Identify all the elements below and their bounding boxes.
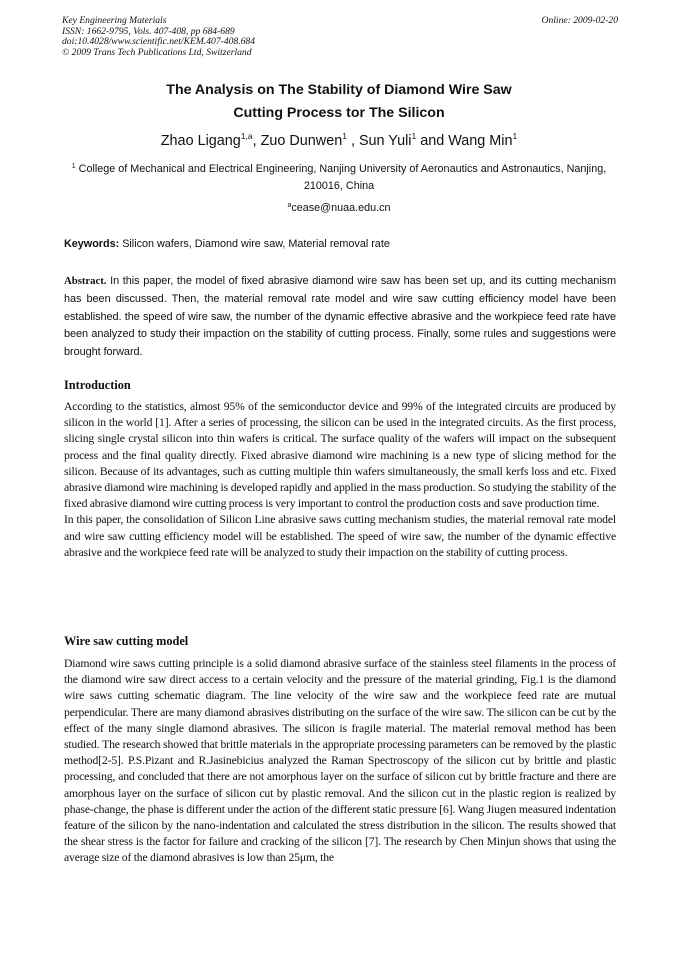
keywords [64, 236, 616, 252]
wire-saw-heading: Wire saw cutting model [64, 634, 189, 648]
author-separator: , [252, 133, 261, 149]
keywords-label: Keywords: [64, 238, 120, 250]
doi-line: doi:10.4028/www.scientific.net/KEM.407-408.684 [62, 36, 256, 48]
author-name: Zuo Dunwen [260, 133, 343, 149]
author-email [62, 200, 616, 216]
email-superscript: a [287, 202, 292, 209]
paper-title [62, 79, 616, 124]
affiliation-superscript: 1 [71, 163, 76, 170]
author-separator: and [416, 133, 449, 149]
journal-header [62, 16, 618, 58]
author-superscript: 1 [512, 131, 518, 141]
introduction-body [64, 399, 616, 561]
affiliation-text: College of Mechanical and Electrical Engineering, Nanjing University of Aeronautics and Astronautics, Nanjing, 210016, China [78, 163, 607, 192]
author-name: Wang Min [448, 133, 513, 149]
paragraph: In this paper, the consolidation of Silicon Line abrasive saws cutting mechanism studies, the material removal rate model and wire saw cutting efficiency model will be established. The speed of wire saw, the number of the dynamic effective abrasive and the workpiece feed rate will be analyzed to study their impaction on the stability of cutting process. [64, 513, 616, 559]
author-superscript: 1,a [240, 131, 253, 141]
issn-line: ISSN: 1662-9795, Vols. 407-408, pp 684-689 [62, 25, 235, 37]
title-line-2: Cutting Process tor The Silicon [233, 104, 445, 121]
abstract-label: Abstract. [64, 275, 107, 287]
affiliation [62, 161, 616, 195]
abstract [64, 273, 616, 362]
wire-saw-body [64, 656, 616, 867]
title-line-1: The Analysis on The Stability of Diamond Wire Saw [166, 82, 512, 98]
copyright-line: © 2009 Trans Tech Publications Ltd, Switzerland [62, 46, 252, 58]
abstract-text: In this paper, the model of fixed abrasive diamond wire saw has been set up, and its cutting mechanism has been discussed. Then, the material removal rate model and wire saw cutting efficiency model have been established. the speed of wire saw, the number of the dynamic effective abrasive and the workpiece feed rate have been analyzed to study their impaction on the stability of cutting process. Finally, some rules and suggestions were brought forward. [64, 275, 616, 359]
keywords-text: Silicon wafers, Diamond wire saw, Material removal rate [122, 238, 390, 250]
author-list [62, 131, 616, 151]
online-date: Online: 2009-02-20 [541, 15, 618, 26]
author-name: Sun Yuli [358, 133, 412, 149]
journal-name: Key Engineering Materials [62, 15, 167, 26]
paragraph: According to the statistics, almost 95% of the semiconductor device and 99% of the integrated circuits are produced by silicon in the world [1]. After a series of processing, the silicon can be used in the integrated circuits. As the first process, slicing single crystal silicon into thin wafers is critical. The surface quality of the wafers will impact on the subsequent process and the final quality directly. Fixed abrasive diamond wire machining is a new type of slicing method for the silicon. Because of its advantages, such as cutting multiple thin wafers simultaneously, the small kerfs loss and etc. Fixed abrasive diamond wire machining is developed rapidly and applied in the mass production. So studying the stability of the fixed abrasive diamond wire cutting process is very important to control the production costs and save production time. [64, 400, 616, 511]
author-superscript: 1 [342, 131, 347, 141]
author-superscript: 1 [411, 131, 417, 141]
introduction-heading: Introduction [64, 378, 131, 392]
author-name: Zhao Ligang [160, 133, 241, 149]
author-separator: , [346, 133, 359, 149]
paragraph: Diamond wire saws cutting principle is a solid diamond abrasive surface of the stainless steel filaments in the process of the diamond wire saw direct access to a certain velocity and the pressure of the material grinding, Fig.1 is the diamond wire saws cutting schematic diagram. The line velocity of the wire saw and the workpiece feed rate are mutual perpendicular. There are many diamond abrasives distributing on the surface of the wire saw. The silicon can be cut by the effect of the many single diamond abrasives. The silicon is fragile material. The material removal method has been studied. The research showed that brittle materials in the appropriate processing parameters can be removed by the plastic method[2-5]. P.S.Pizant and R.Jasinebicius analyzed the Raman Spectroscopy of the silicon cut by brittle and plastic processing, and concluded that there are not amorphous layer on the surface of silicon cut by brittle fracture and there are amorphous layer on the surface of silicon cut by plastic removal. And the silicon cut in the plastic region is realized by phase-change, the phase is different under the action of the different static pressure [6]. Wang Jiugen measured indentation feature of the silicon by the nano-indentation and calculated the stress distribution in the silicon. The results showed that the shear stress is the factor for failure and cracking of the silicon [7]. The research by Chen Minjun shows that using the average size of the diamond abrasives is low than 25μm, the [64, 657, 616, 865]
email-address: cease@nuaa.edu.cn [291, 202, 391, 214]
